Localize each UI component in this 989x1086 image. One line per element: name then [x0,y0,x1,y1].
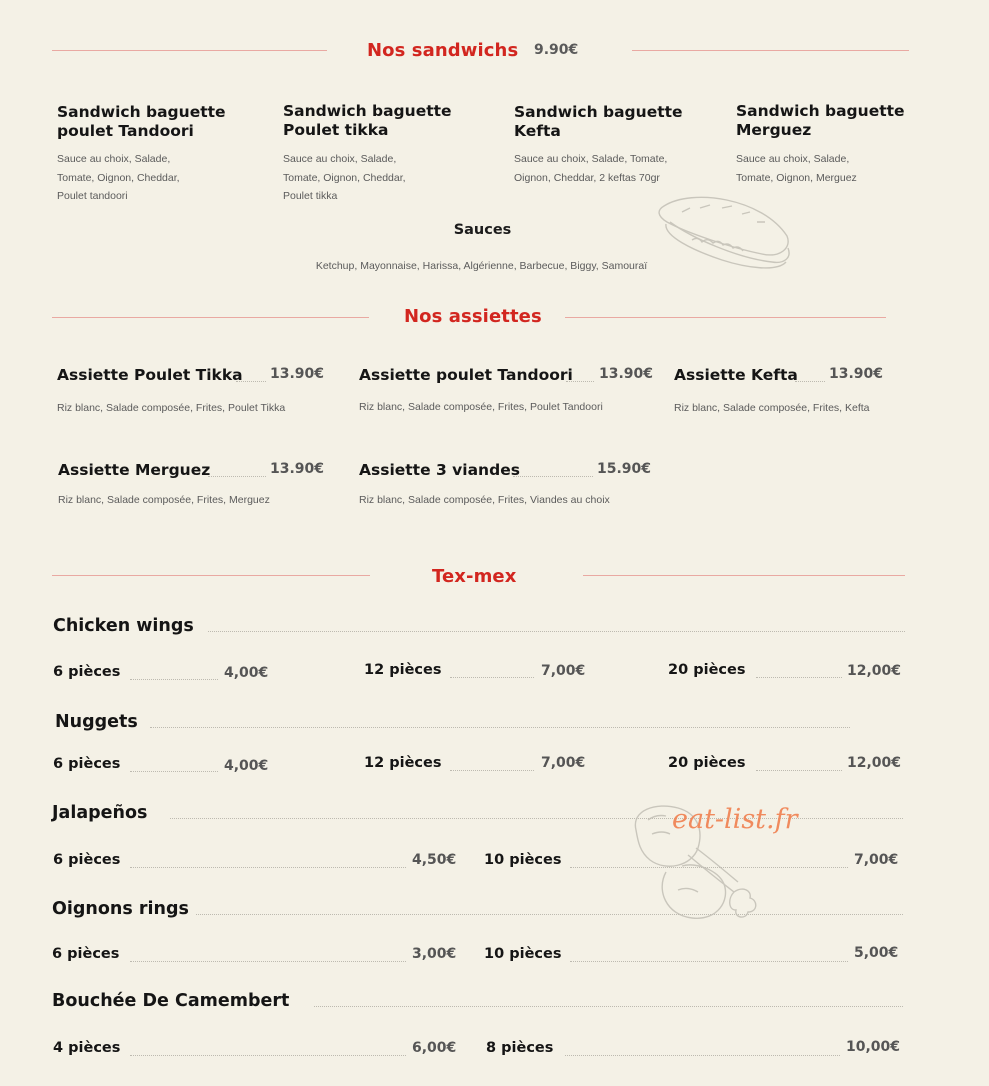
assiette-name: Assiette 3 viandes [359,461,520,479]
leader-dots [208,476,266,477]
section-rule-right [583,575,905,576]
texmex-option-label: 6 pièces [53,664,121,680]
assiette-desc: Riz blanc, Salade composée, Frites, Poulet Tandoori [359,401,603,413]
texmex-option-price: 4,00€ [224,665,269,681]
assiette-price: 13.90€ [270,461,325,477]
leader-dots [566,381,594,382]
leader-dots [130,867,406,868]
section-rule-left [52,317,369,318]
leader-dots [130,961,406,962]
texmex-option-price: 4,50€ [412,852,457,868]
sauces-title: Sauces [453,222,512,238]
texmex-option-label: 10 pièces [484,852,562,868]
texmex-category-name: Jalapeños [52,803,148,823]
sandwich-name: Sandwich baguette Kefta [514,103,683,140]
texmex-option-price: 6,00€ [412,1040,457,1056]
section-rule-left [52,50,327,51]
leader-dots [130,771,218,772]
leader-dots [314,1006,903,1007]
section-rule-right [565,317,886,318]
leader-dots [130,1055,406,1056]
sandwich-name: Sandwich baguette poulet Tandoori [57,103,226,140]
sandwich-name: Sandwich baguette Merguez [736,102,905,139]
texmex-option-price: 12,00€ [847,663,902,679]
leader-dots [756,770,842,771]
texmex-category-name: Bouchée De Camembert [52,991,290,1011]
texmex-option-label: 6 pièces [52,946,120,962]
sandwich-desc: Sauce au choix, Salade, Tomate, Oignon, Cheddar, 2 keftas 70gr [514,153,668,184]
leader-dots [450,770,534,771]
assiette-price: 13.90€ [599,366,654,382]
leader-dots [565,1055,840,1056]
texmex-option-label: 4 pièces [53,1040,121,1056]
assiette-name: Assiette Merguez [58,461,211,479]
sandwich-name: Sandwich baguette Poulet tikka [283,102,452,139]
section-title-texmex: Tex-mex [432,566,517,587]
assiette-price: 15.90€ [597,461,652,477]
texmex-category-name: Oignons rings [52,899,189,919]
texmex-option-price: 3,00€ [412,946,457,962]
texmex-option-price: 10,00€ [846,1039,901,1055]
sandwich-desc: Sauce au choix, Salade, Tomate, Oignon, Cheddar, Poulet tandoori [57,153,180,202]
assiette-desc: Riz blanc, Salade composée, Frites, Poulet Tikka [57,402,286,414]
leader-dots [196,914,903,915]
assiette-desc: Riz blanc, Salade composée, Frites, Merguez [58,494,270,506]
texmex-option-price: 7,00€ [541,663,586,679]
texmex-option-label: 12 pièces [364,662,442,678]
texmex-category-name: Chicken wings [53,616,194,636]
texmex-option-price: 7,00€ [854,852,899,868]
texmex-option-label: 20 pièces [668,662,746,678]
leader-dots [236,381,266,382]
section-rule-right [632,50,909,51]
texmex-option-price: 12,00€ [847,755,902,771]
sandwich-desc: Sauce au choix, Salade, Tomate, Oignon, Cheddar, Poulet tikka [283,153,406,202]
leader-dots [513,476,593,477]
section-title-sandwichs: Nos sandwichs [367,40,519,61]
watermark-text: eat-list.fr [672,804,798,835]
texmex-option-label: 12 pièces [364,755,442,771]
leader-dots [795,381,825,382]
sandwich-desc: Sauce au choix, Salade, Tomate, Oignon, Merguez [736,153,857,184]
assiette-desc: Riz blanc, Salade composée, Frites, Kefta [674,402,870,414]
texmex-category-name: Nuggets [55,712,138,732]
section-title-assiettes: Nos assiettes [404,306,542,327]
leader-dots [150,727,850,728]
leader-dots [130,679,218,680]
leader-dots [570,961,848,962]
texmex-option-label: 10 pièces [484,946,562,962]
assiette-name: Assiette Kefta [674,366,798,384]
texmex-option-label: 20 pièces [668,755,746,771]
texmex-option-price: 4,00€ [224,758,269,774]
assiette-price: 13.90€ [829,366,884,382]
leader-dots [756,677,842,678]
assiette-desc: Riz blanc, Salade composée, Frites, Viandes au choix [359,494,610,506]
assiette-price: 13.90€ [270,366,325,382]
section-price-sandwichs: 9.90€ [534,42,579,58]
section-rule-left [52,575,370,576]
sauces-list: Ketchup, Mayonnaise, Harissa, Algérienne, Barbecue, Biggy, Samouraï [315,260,648,272]
leader-dots [450,677,534,678]
texmex-option-label: 6 pièces [53,756,121,772]
texmex-option-price: 5,00€ [854,945,899,961]
texmex-option-label: 8 pièces [486,1040,554,1056]
texmex-option-price: 7,00€ [541,755,586,771]
texmex-option-label: 6 pièces [53,852,121,868]
leader-dots [208,631,905,632]
assiette-name: Assiette Poulet Tikka [57,366,243,384]
assiette-name: Assiette poulet Tandoori [359,366,573,384]
leader-dots [570,867,848,868]
